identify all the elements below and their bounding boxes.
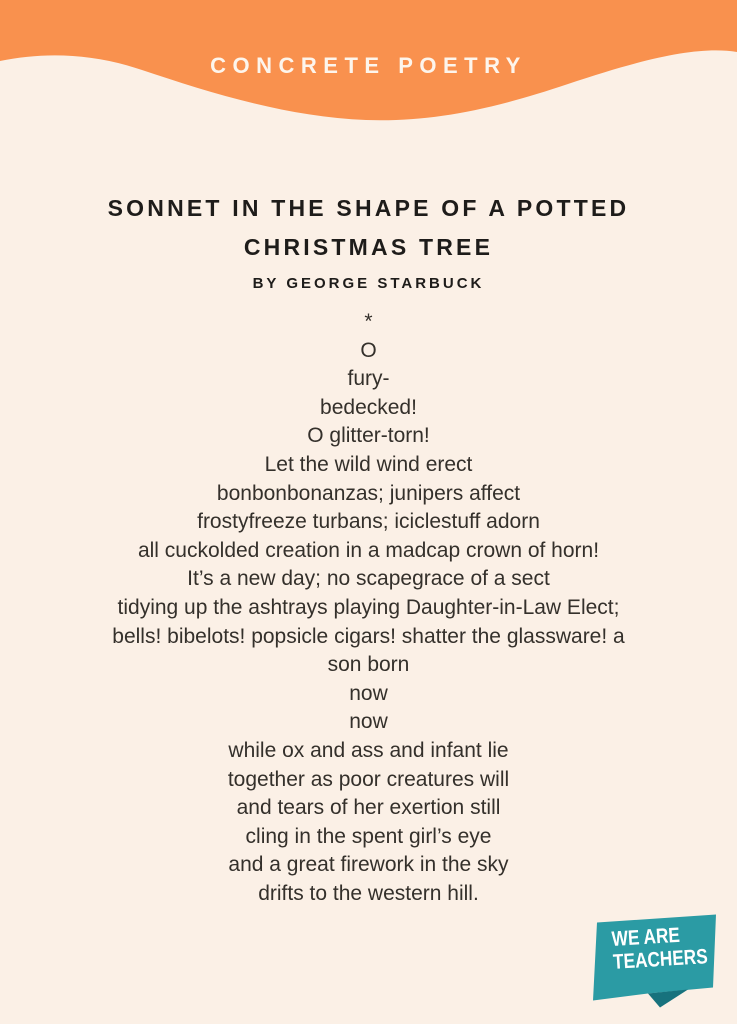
- poem-line: frostyfreeze turbans; iciclestuff adorn: [197, 510, 540, 534]
- poem-line: cling in the spent girl’s eye: [245, 824, 492, 848]
- poem-line: bonbonbonanzas; junipers affect: [216, 481, 521, 505]
- poem-line: fury-: [347, 367, 390, 391]
- logo-wordmark: [611, 921, 729, 974]
- logo-wordmark-line-1: WE ARE: [611, 923, 681, 951]
- poem-line: together as poor creatures will: [227, 767, 510, 791]
- poem-line: O glitter-torn!: [307, 424, 430, 448]
- poem-line: bedecked!: [320, 395, 417, 419]
- poem-line: son born: [327, 653, 410, 677]
- poem-line: and tears of her exertion still: [236, 796, 501, 820]
- poem-line: Let the wild wind erect: [264, 452, 473, 476]
- logo-wordmark-line-2: TEACHERS: [612, 945, 709, 974]
- poem-line: *: [364, 310, 373, 333]
- poem-byline: BY GEORGE STARBUCK: [252, 275, 485, 292]
- poem-line: drifts to the western hill.: [258, 881, 479, 905]
- poem-line: now: [349, 710, 388, 734]
- poem-line: while ox and ass and infant lie: [228, 738, 509, 762]
- poem-line: bells! bibelots! popsicle cigars! shatter the glassware! a: [112, 624, 625, 648]
- poem-line: tidying up the ashtrays playing Daughter-in-Law Elect;: [117, 595, 620, 619]
- poem-line: O: [360, 338, 377, 362]
- poem-line: all cuckolded creation in a madcap crown of horn!: [137, 538, 600, 562]
- header-title: CONCRETE POETRY: [210, 53, 527, 78]
- poem-body: [0, 308, 737, 908]
- poem-title-line-1: SONNET IN THE SHAPE OF A POTTED: [107, 195, 630, 221]
- poem-title-block: [0, 189, 737, 294]
- weareteachers-logo: [593, 912, 718, 1010]
- poem-line: and a great firework in the sky: [228, 853, 509, 877]
- poem-line: now: [349, 681, 388, 705]
- poem-line: It’s a new day; no scapegrace of a sect: [187, 567, 550, 591]
- poem-title-line-2: CHRISTMAS TREE: [243, 234, 494, 260]
